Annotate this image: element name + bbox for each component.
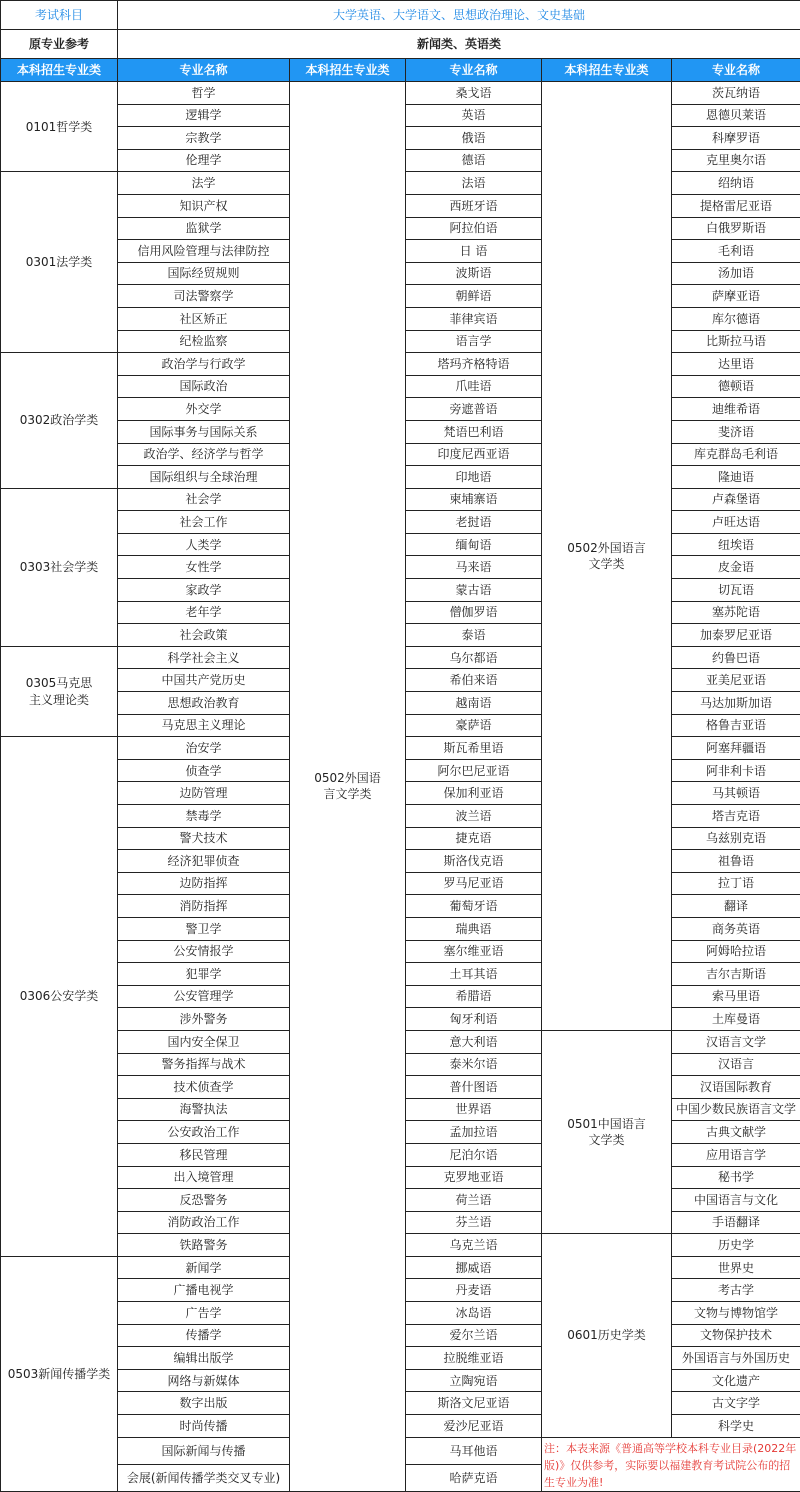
major-cell: 纪检监察 — [118, 330, 290, 353]
major-cell: 加泰罗尼亚语 — [672, 624, 800, 647]
major-cell: 克罗地亚语 — [406, 1166, 542, 1189]
major-cell: 知识产权 — [118, 194, 290, 217]
major-cell: 国内安全保卫 — [118, 1030, 290, 1053]
category-cell: 0305马克思主义理论类 — [1, 646, 118, 736]
major-cell: 波斯语 — [406, 262, 542, 285]
major-cell: 外交学 — [118, 398, 290, 421]
major-cell: 白俄罗斯语 — [672, 217, 800, 240]
major-cell: 国际政治 — [118, 375, 290, 398]
major-cell: 豪萨语 — [406, 714, 542, 737]
major-cell: 犯罪学 — [118, 963, 290, 986]
major-cell: 汤加语 — [672, 262, 800, 285]
major-cell: 拉丁语 — [672, 872, 800, 895]
major-cell: 国际事务与国际关系 — [118, 420, 290, 443]
major-cell: 世界史 — [672, 1256, 800, 1279]
major-cell: 社会学 — [118, 488, 290, 511]
major-cell: 克里奥尔语 — [672, 149, 800, 172]
major-cell: 公安情报学 — [118, 940, 290, 963]
major-cell: 泰语 — [406, 624, 542, 647]
major-cell: 哲学 — [118, 82, 290, 105]
major-cell: 德语 — [406, 149, 542, 172]
major-cell: 传播学 — [118, 1324, 290, 1347]
major-cell: 亚美尼亚语 — [672, 669, 800, 692]
major-cell: 手语翻译 — [672, 1211, 800, 1234]
major-cell: 马耳他语 — [406, 1437, 542, 1464]
major-cell: 卢森堡语 — [672, 488, 800, 511]
exam-subject-value: 大学英语、大学语文、思想政治理论、文史基础 — [118, 1, 800, 30]
major-cell: 技术侦查学 — [118, 1076, 290, 1099]
major-cell: 考古学 — [672, 1279, 800, 1302]
major-cell: 库尔德语 — [672, 307, 800, 330]
major-cell: 马来语 — [406, 556, 542, 579]
source-note: 注：本表来源《普通高等学校本科专业目录(2022年版)》仅供参考，实际要以福建教育考试院公布的招生专业为准! — [542, 1437, 800, 1491]
major-cell: 绍纳语 — [672, 172, 800, 195]
major-cell: 斯洛伐克语 — [406, 850, 542, 873]
major-cell: 桑戈语 — [406, 82, 542, 105]
major-cell: 迪维希语 — [672, 398, 800, 421]
major-cell: 日 语 — [406, 240, 542, 263]
major-cell: 法学 — [118, 172, 290, 195]
major-cell: 萨摩亚语 — [672, 285, 800, 308]
major-cell: 政治学与行政学 — [118, 353, 290, 376]
major-cell: 柬埔寨语 — [406, 488, 542, 511]
major-cell: 哈萨克语 — [406, 1464, 542, 1491]
major-cell: 冰岛语 — [406, 1302, 542, 1325]
major-cell: 立陶宛语 — [406, 1369, 542, 1392]
major-cell: 语言学 — [406, 330, 542, 353]
major-cell: 西班牙语 — [406, 194, 542, 217]
major-cell: 爱尔兰语 — [406, 1324, 542, 1347]
major-cell: 缅甸语 — [406, 533, 542, 556]
major-cell: 古典文献学 — [672, 1121, 800, 1144]
major-cell: 信用风险管理与法律防控 — [118, 240, 290, 263]
major-cell: 乌尔都语 — [406, 646, 542, 669]
major-cell: 僧伽罗语 — [406, 601, 542, 624]
major-cell: 老挝语 — [406, 511, 542, 534]
major-cell: 泰米尔语 — [406, 1053, 542, 1076]
major-cell: 提格雷尼亚语 — [672, 194, 800, 217]
major-cell: 消防政治工作 — [118, 1211, 290, 1234]
column-header: 本科招生专业类 — [542, 59, 672, 82]
major-cell: 国际组织与全球治理 — [118, 466, 290, 489]
major-cell: 希伯来语 — [406, 669, 542, 692]
major-cell: 思想政治教育 — [118, 692, 290, 715]
major-cell: 公安政治工作 — [118, 1121, 290, 1144]
major-cell: 比斯拉马语 — [672, 330, 800, 353]
major-cell: 葡萄牙语 — [406, 895, 542, 918]
major-cell: 警务指挥与战术 — [118, 1053, 290, 1076]
major-cell: 斯洛文尼亚语 — [406, 1392, 542, 1415]
major-cell: 索马里语 — [672, 985, 800, 1008]
major-cell: 塞尔维亚语 — [406, 940, 542, 963]
category-cell: 0502外国语言文学类 — [542, 82, 672, 1031]
major-cell: 数字出版 — [118, 1392, 290, 1415]
major-cell: 阿尔巴尼亚语 — [406, 759, 542, 782]
major-cell: 汉语言 — [672, 1053, 800, 1076]
major-cell: 移民管理 — [118, 1143, 290, 1166]
major-cell: 科摩罗语 — [672, 127, 800, 150]
major-cell: 马达加斯加语 — [672, 692, 800, 715]
category-cell: 0503新闻传播学类 — [1, 1256, 118, 1491]
major-cell: 秘书学 — [672, 1166, 800, 1189]
major-cell: 塞苏陀语 — [672, 601, 800, 624]
major-cell: 世界语 — [406, 1098, 542, 1121]
category-cell: 0502外国语言文学类 — [290, 82, 406, 1492]
major-cell: 卢旺达语 — [672, 511, 800, 534]
major-cell: 朝鲜语 — [406, 285, 542, 308]
major-cell: 社区矫正 — [118, 307, 290, 330]
major-cell: 挪威语 — [406, 1256, 542, 1279]
major-cell: 格鲁吉亚语 — [672, 714, 800, 737]
major-cell: 保加利亚语 — [406, 782, 542, 805]
major-cell: 俄语 — [406, 127, 542, 150]
major-cell: 荷兰语 — [406, 1189, 542, 1212]
major-cell: 汉语国际教育 — [672, 1076, 800, 1099]
major-cell: 塔玛齐格特语 — [406, 353, 542, 376]
major-cell: 涉外警务 — [118, 1008, 290, 1031]
category-cell: 0302政治学类 — [1, 353, 118, 489]
category-cell: 0306公安学类 — [1, 737, 118, 1257]
major-cell: 吉尔吉斯语 — [672, 963, 800, 986]
major-cell: 宗教学 — [118, 127, 290, 150]
original-major-label: 原专业参考 — [1, 30, 118, 59]
major-cell: 科学社会主义 — [118, 646, 290, 669]
major-cell: 国际经贸规则 — [118, 262, 290, 285]
major-cell: 编辑出版学 — [118, 1347, 290, 1370]
major-cell: 约鲁巴语 — [672, 646, 800, 669]
major-cell: 恩德贝莱语 — [672, 104, 800, 127]
major-cell: 孟加拉语 — [406, 1121, 542, 1144]
major-cell: 库克群岛毛利语 — [672, 443, 800, 466]
column-header: 本科招生专业类 — [1, 59, 118, 82]
major-cell: 国际新闻与传播 — [118, 1437, 290, 1464]
column-header: 专业名称 — [672, 59, 800, 82]
major-cell: 边防管理 — [118, 782, 290, 805]
major-cell: 消防指挥 — [118, 895, 290, 918]
major-cell: 切瓦语 — [672, 579, 800, 602]
major-cell: 意大利语 — [406, 1030, 542, 1053]
major-cell: 印地语 — [406, 466, 542, 489]
major-cell: 乌兹别克语 — [672, 827, 800, 850]
major-cell: 会展(新闻传播学类交叉专业) — [118, 1464, 290, 1491]
major-cell: 出入境管理 — [118, 1166, 290, 1189]
major-cell: 女性学 — [118, 556, 290, 579]
major-cell: 祖鲁语 — [672, 850, 800, 873]
major-cell: 梵语巴利语 — [406, 420, 542, 443]
major-cell: 乌克兰语 — [406, 1234, 542, 1257]
major-cell: 历史学 — [672, 1234, 800, 1257]
major-cell: 尼泊尔语 — [406, 1143, 542, 1166]
major-cell: 罗马尼亚语 — [406, 872, 542, 895]
major-cell: 马其顿语 — [672, 782, 800, 805]
major-cell: 阿塞拜疆语 — [672, 737, 800, 760]
major-cell: 商务英语 — [672, 917, 800, 940]
original-major-value: 新闻类、英语类 — [118, 30, 800, 59]
major-cell: 蒙古语 — [406, 579, 542, 602]
column-header: 专业名称 — [118, 59, 290, 82]
major-cell: 边防指挥 — [118, 872, 290, 895]
category-cell: 0301法学类 — [1, 172, 118, 353]
major-cell: 文化遗产 — [672, 1369, 800, 1392]
column-header: 本科招生专业类 — [290, 59, 406, 82]
major-cell: 隆迪语 — [672, 466, 800, 489]
major-cell: 拉脱维亚语 — [406, 1347, 542, 1370]
major-cell: 社会政策 — [118, 624, 290, 647]
major-cell: 广告学 — [118, 1302, 290, 1325]
major-cell: 马克思主义理论 — [118, 714, 290, 737]
major-cell: 古文字学 — [672, 1392, 800, 1415]
major-cell: 爪哇语 — [406, 375, 542, 398]
major-cell: 反恐警务 — [118, 1189, 290, 1212]
major-cell: 波兰语 — [406, 805, 542, 828]
major-cell: 丹麦语 — [406, 1279, 542, 1302]
major-cell: 捷克语 — [406, 827, 542, 850]
major-cell: 菲律宾语 — [406, 307, 542, 330]
major-cell: 警犬技术 — [118, 827, 290, 850]
major-cell: 老年学 — [118, 601, 290, 624]
major-cell: 英语 — [406, 104, 542, 127]
major-cell: 达里语 — [672, 353, 800, 376]
major-cell: 海警执法 — [118, 1098, 290, 1121]
major-cell: 希腊语 — [406, 985, 542, 1008]
major-cell: 斐济语 — [672, 420, 800, 443]
major-cell: 时尚传播 — [118, 1415, 290, 1438]
major-cell: 翻译 — [672, 895, 800, 918]
major-cell: 逻辑学 — [118, 104, 290, 127]
major-cell: 科学史 — [672, 1415, 800, 1438]
major-cell: 法语 — [406, 172, 542, 195]
major-cell: 新闻学 — [118, 1256, 290, 1279]
major-cell: 禁毒学 — [118, 805, 290, 828]
major-cell: 警卫学 — [118, 917, 290, 940]
major-cell: 德顿语 — [672, 375, 800, 398]
exam-subject-label: 考试科目 — [1, 1, 118, 30]
table-row — [1, 82, 800, 105]
major-cell: 斯瓦希里语 — [406, 737, 542, 760]
major-cell: 文物与博物馆学 — [672, 1302, 800, 1325]
major-cell: 经济犯罪侦查 — [118, 850, 290, 873]
major-cell: 文物保护技术 — [672, 1324, 800, 1347]
major-cell: 外国语言与外国历史 — [672, 1347, 800, 1370]
major-cell: 土耳其语 — [406, 963, 542, 986]
major-cell: 中国少数民族语言文学 — [672, 1098, 800, 1121]
major-cell: 土库曼语 — [672, 1008, 800, 1031]
major-cell: 监狱学 — [118, 217, 290, 240]
major-cell: 司法警察学 — [118, 285, 290, 308]
major-cell: 汉语言文学 — [672, 1030, 800, 1053]
major-cell: 普什图语 — [406, 1076, 542, 1099]
major-cell: 政治学、经济学与哲学 — [118, 443, 290, 466]
major-cell: 匈牙利语 — [406, 1008, 542, 1031]
major-cell: 应用语言学 — [672, 1143, 800, 1166]
major-cell: 瑞典语 — [406, 917, 542, 940]
category-cell: 0601历史学类 — [542, 1234, 672, 1437]
major-cell: 中国共产党历史 — [118, 669, 290, 692]
major-cell: 爱沙尼亚语 — [406, 1415, 542, 1438]
major-cell: 社会工作 — [118, 511, 290, 534]
category-cell: 0501中国语言文学类 — [542, 1030, 672, 1233]
major-cell: 公安管理学 — [118, 985, 290, 1008]
major-cell: 铁路警务 — [118, 1234, 290, 1257]
major-cell: 中国语言与文化 — [672, 1189, 800, 1212]
major-cell: 越南语 — [406, 692, 542, 715]
major-cell: 印度尼西亚语 — [406, 443, 542, 466]
category-cell: 0101哲学类 — [1, 82, 118, 172]
major-cell: 塔吉克语 — [672, 805, 800, 828]
major-cell: 广播电视学 — [118, 1279, 290, 1302]
major-cell: 网络与新媒体 — [118, 1369, 290, 1392]
major-cell: 纽埃语 — [672, 533, 800, 556]
column-header: 专业名称 — [406, 59, 542, 82]
major-cell: 人类学 — [118, 533, 290, 556]
major-cell: 侦查学 — [118, 759, 290, 782]
major-cell: 家政学 — [118, 579, 290, 602]
category-cell: 0303社会学类 — [1, 488, 118, 646]
major-cell: 阿拉伯语 — [406, 217, 542, 240]
major-cell: 阿非利卡语 — [672, 759, 800, 782]
major-cell: 芬兰语 — [406, 1211, 542, 1234]
major-cell: 茨瓦纳语 — [672, 82, 800, 105]
major-cell: 旁遮普语 — [406, 398, 542, 421]
major-cell: 皮金语 — [672, 556, 800, 579]
major-cell: 伦理学 — [118, 149, 290, 172]
major-cell: 阿姆哈拉语 — [672, 940, 800, 963]
major-cell: 治安学 — [118, 737, 290, 760]
major-cell: 毛利语 — [672, 240, 800, 263]
